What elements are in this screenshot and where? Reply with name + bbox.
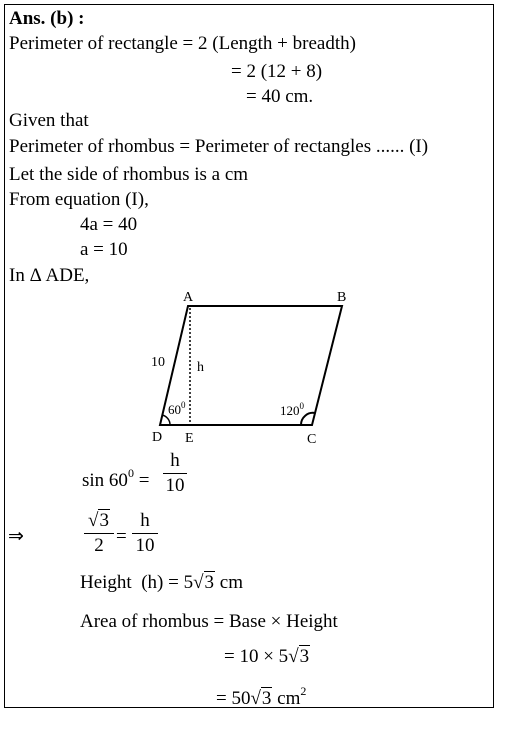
- from-equation-line: From equation (I),: [9, 189, 149, 210]
- root3-over-2-fraction: √3 2: [84, 510, 114, 557]
- side-length-label: 10: [151, 355, 165, 370]
- equation-a: a = 10: [80, 239, 128, 260]
- rhombus-shape: [160, 306, 342, 425]
- point-e-label: E: [185, 431, 194, 446]
- height-label: h: [197, 360, 204, 375]
- perimeter-step-2: = 40 cm.: [246, 86, 314, 107]
- perimeter-step-1: = 2 (12 + 8): [231, 61, 323, 82]
- in-triangle-line: In Δ ADE,: [9, 265, 90, 286]
- h-over-10-fraction: h 10: [132, 510, 158, 557]
- rhombus-diagram: [150, 286, 360, 448]
- answer-heading: Ans. (b) :: [9, 8, 85, 29]
- area-step-1: = 10 × 5√3: [224, 646, 310, 667]
- vertex-d-label: D: [152, 430, 163, 445]
- perimeter-rectangle-line: Perimeter of rectangle = 2 (Length + breadth): [9, 33, 356, 54]
- angle-c-label: $120^0$: [280, 401, 304, 418]
- vertex-b-label: B: [337, 290, 347, 305]
- height-result: Height (h) = 5√3 cm: [80, 572, 243, 593]
- area-formula-line: Area of rhombus = Base × Height: [80, 611, 338, 632]
- sine-lhs: $\sin 60^0$ =: [82, 466, 150, 491]
- angle-d-label: $60^0$: [168, 400, 186, 417]
- equation-i-line: Perimeter of rhombus = Perimeter of rectangles ...... (I): [9, 136, 429, 157]
- equation-4a: 4a = 40: [80, 214, 138, 235]
- given-line: Given that: [9, 110, 89, 131]
- area-step-2: = 50√3 $cm^2$: [216, 684, 307, 709]
- implies-equals: =: [116, 526, 127, 547]
- vertex-a-label: A: [183, 290, 194, 305]
- let-side-line: Let the side of rhombus is a cm: [9, 164, 249, 185]
- vertex-c-label: C: [307, 432, 317, 447]
- implies-arrow: ⇒: [8, 526, 24, 547]
- sine-fraction: h 10: [163, 450, 187, 497]
